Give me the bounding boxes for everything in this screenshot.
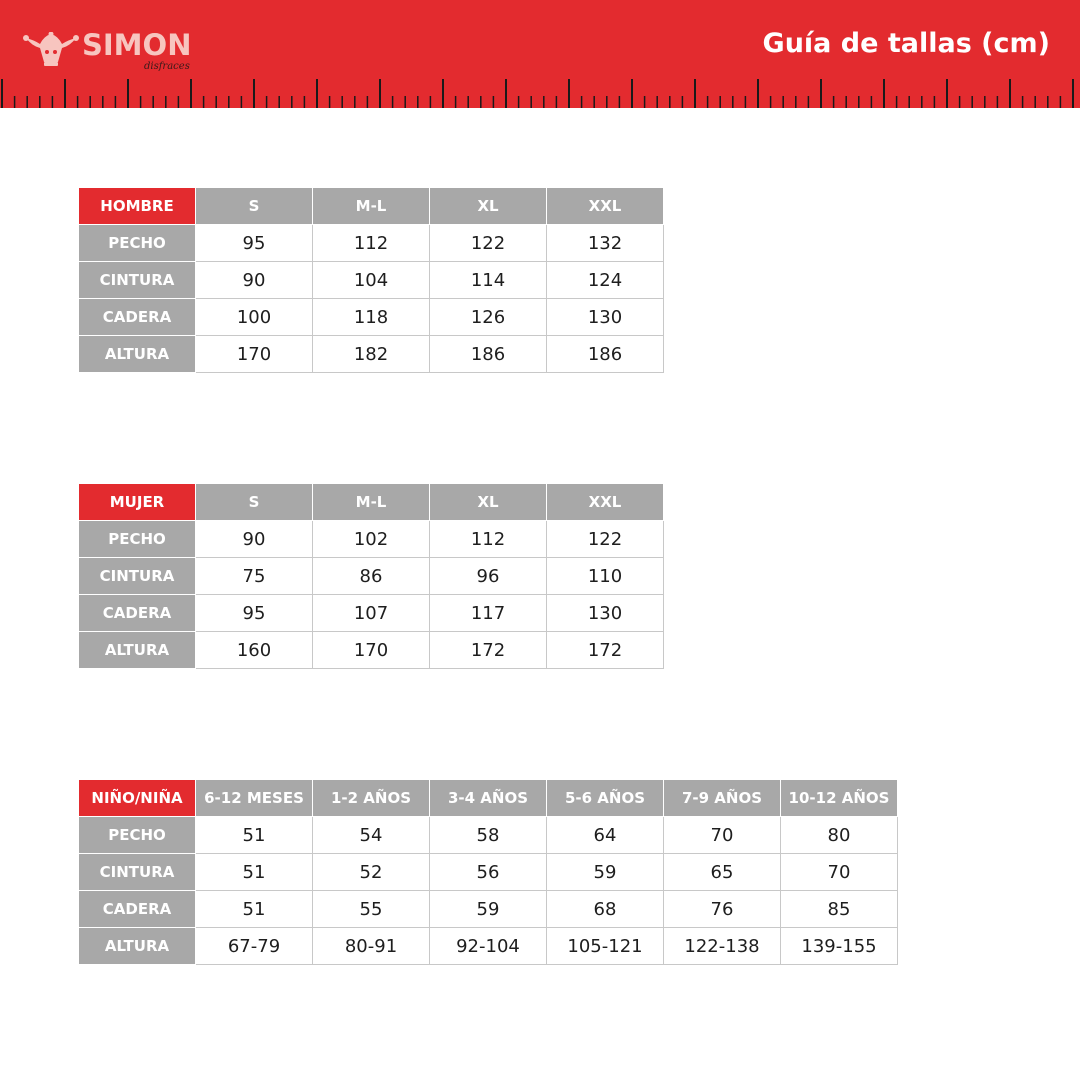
table-cell: 186 — [547, 336, 664, 373]
column-header: 10-12 AÑOS — [781, 780, 898, 817]
brand-tagline: disfraces — [144, 61, 190, 72]
table-cell: 114 — [430, 262, 547, 299]
table-cell: 122 — [547, 521, 664, 558]
table-cell: 182 — [313, 336, 430, 373]
column-header: XXL — [547, 188, 664, 225]
brand-logo[interactable] — [22, 28, 212, 76]
table-cell: 124 — [547, 262, 664, 299]
column-header: XL — [430, 484, 547, 521]
table-cell: 56 — [430, 854, 547, 891]
brand-name: SIMON — [82, 28, 192, 62]
column-header: 3-4 AÑOS — [430, 780, 547, 817]
row-label: ALTURA — [79, 336, 196, 373]
table-row — [79, 336, 664, 373]
table-cell: 90 — [196, 262, 313, 299]
table-cell: 186 — [430, 336, 547, 373]
table-cell: 90 — [196, 521, 313, 558]
table-cell: 54 — [313, 817, 430, 854]
page-title: Guía de tallas (cm) — [762, 28, 1050, 59]
jester-hat-icon — [22, 32, 80, 68]
table-cell: 55 — [313, 891, 430, 928]
row-label: CADERA — [79, 595, 196, 632]
table-cell: 52 — [313, 854, 430, 891]
column-header: M-L — [313, 484, 430, 521]
table-cell: 132 — [547, 225, 664, 262]
table-cell: 64 — [547, 817, 664, 854]
row-label: CINTURA — [79, 854, 196, 891]
table-cell: 68 — [547, 891, 664, 928]
row-label: CINTURA — [79, 262, 196, 299]
column-header: 6-12 MESES — [196, 780, 313, 817]
table-cell: 117 — [430, 595, 547, 632]
table-cell: 112 — [313, 225, 430, 262]
table-cell: 70 — [781, 854, 898, 891]
size-table-mujer — [78, 483, 664, 669]
row-label: PECHO — [79, 817, 196, 854]
table-header-row — [79, 188, 664, 225]
table-cell: 107 — [313, 595, 430, 632]
column-header: M-L — [313, 188, 430, 225]
table-cell: 126 — [430, 299, 547, 336]
table-cell: 172 — [547, 632, 664, 669]
table-label: MUJER — [79, 484, 196, 521]
table-row — [79, 299, 664, 336]
table-cell: 51 — [196, 854, 313, 891]
column-header: XXL — [547, 484, 664, 521]
table-header-row — [79, 780, 898, 817]
table-cell: 139-155 — [781, 928, 898, 965]
table-cell: 118 — [313, 299, 430, 336]
table-row — [79, 225, 664, 262]
table-cell: 122 — [430, 225, 547, 262]
table-cell: 86 — [313, 558, 430, 595]
table-cell: 96 — [430, 558, 547, 595]
table-cell: 67-79 — [196, 928, 313, 965]
table-row — [79, 854, 898, 891]
row-label: ALTURA — [79, 632, 196, 669]
table-cell: 76 — [664, 891, 781, 928]
table-row — [79, 521, 664, 558]
column-header: 1-2 AÑOS — [313, 780, 430, 817]
table-row — [79, 817, 898, 854]
table-label: NIÑO/NIÑA — [79, 780, 196, 817]
ruler-ticks — [0, 76, 1080, 108]
table-cell: 100 — [196, 299, 313, 336]
column-header: S — [196, 188, 313, 225]
table-row — [79, 595, 664, 632]
row-label: ALTURA — [79, 928, 196, 965]
table-header-row — [79, 484, 664, 521]
row-label: CADERA — [79, 891, 196, 928]
table-cell: 172 — [430, 632, 547, 669]
table-cell: 102 — [313, 521, 430, 558]
table-cell: 122-138 — [664, 928, 781, 965]
column-header: S — [196, 484, 313, 521]
column-header: 7-9 AÑOS — [664, 780, 781, 817]
table-cell: 75 — [196, 558, 313, 595]
table-cell: 85 — [781, 891, 898, 928]
table-cell: 51 — [196, 817, 313, 854]
table-label: HOMBRE — [79, 188, 196, 225]
row-label: PECHO — [79, 521, 196, 558]
table-cell: 92-104 — [430, 928, 547, 965]
table-row — [79, 262, 664, 299]
table-cell: 130 — [547, 299, 664, 336]
table-cell: 170 — [196, 336, 313, 373]
table-row — [79, 558, 664, 595]
table-cell: 104 — [313, 262, 430, 299]
row-label: PECHO — [79, 225, 196, 262]
header-banner — [0, 0, 1080, 108]
table-cell: 112 — [430, 521, 547, 558]
table-row — [79, 632, 664, 669]
column-header: XL — [430, 188, 547, 225]
table-cell: 110 — [547, 558, 664, 595]
table-cell: 80 — [781, 817, 898, 854]
table-cell: 95 — [196, 225, 313, 262]
table-cell: 59 — [547, 854, 664, 891]
table-row — [79, 891, 898, 928]
table-cell: 59 — [430, 891, 547, 928]
table-cell: 58 — [430, 817, 547, 854]
table-cell: 65 — [664, 854, 781, 891]
table-cell: 105-121 — [547, 928, 664, 965]
table-cell: 160 — [196, 632, 313, 669]
row-label: CADERA — [79, 299, 196, 336]
table-cell: 170 — [313, 632, 430, 669]
table-cell: 95 — [196, 595, 313, 632]
table-cell: 80-91 — [313, 928, 430, 965]
table-cell: 51 — [196, 891, 313, 928]
column-header: 5-6 AÑOS — [547, 780, 664, 817]
size-table-hombre — [78, 187, 664, 373]
size-table-nino — [78, 779, 898, 965]
table-cell: 70 — [664, 817, 781, 854]
table-row — [79, 928, 898, 965]
table-cell: 130 — [547, 595, 664, 632]
row-label: CINTURA — [79, 558, 196, 595]
